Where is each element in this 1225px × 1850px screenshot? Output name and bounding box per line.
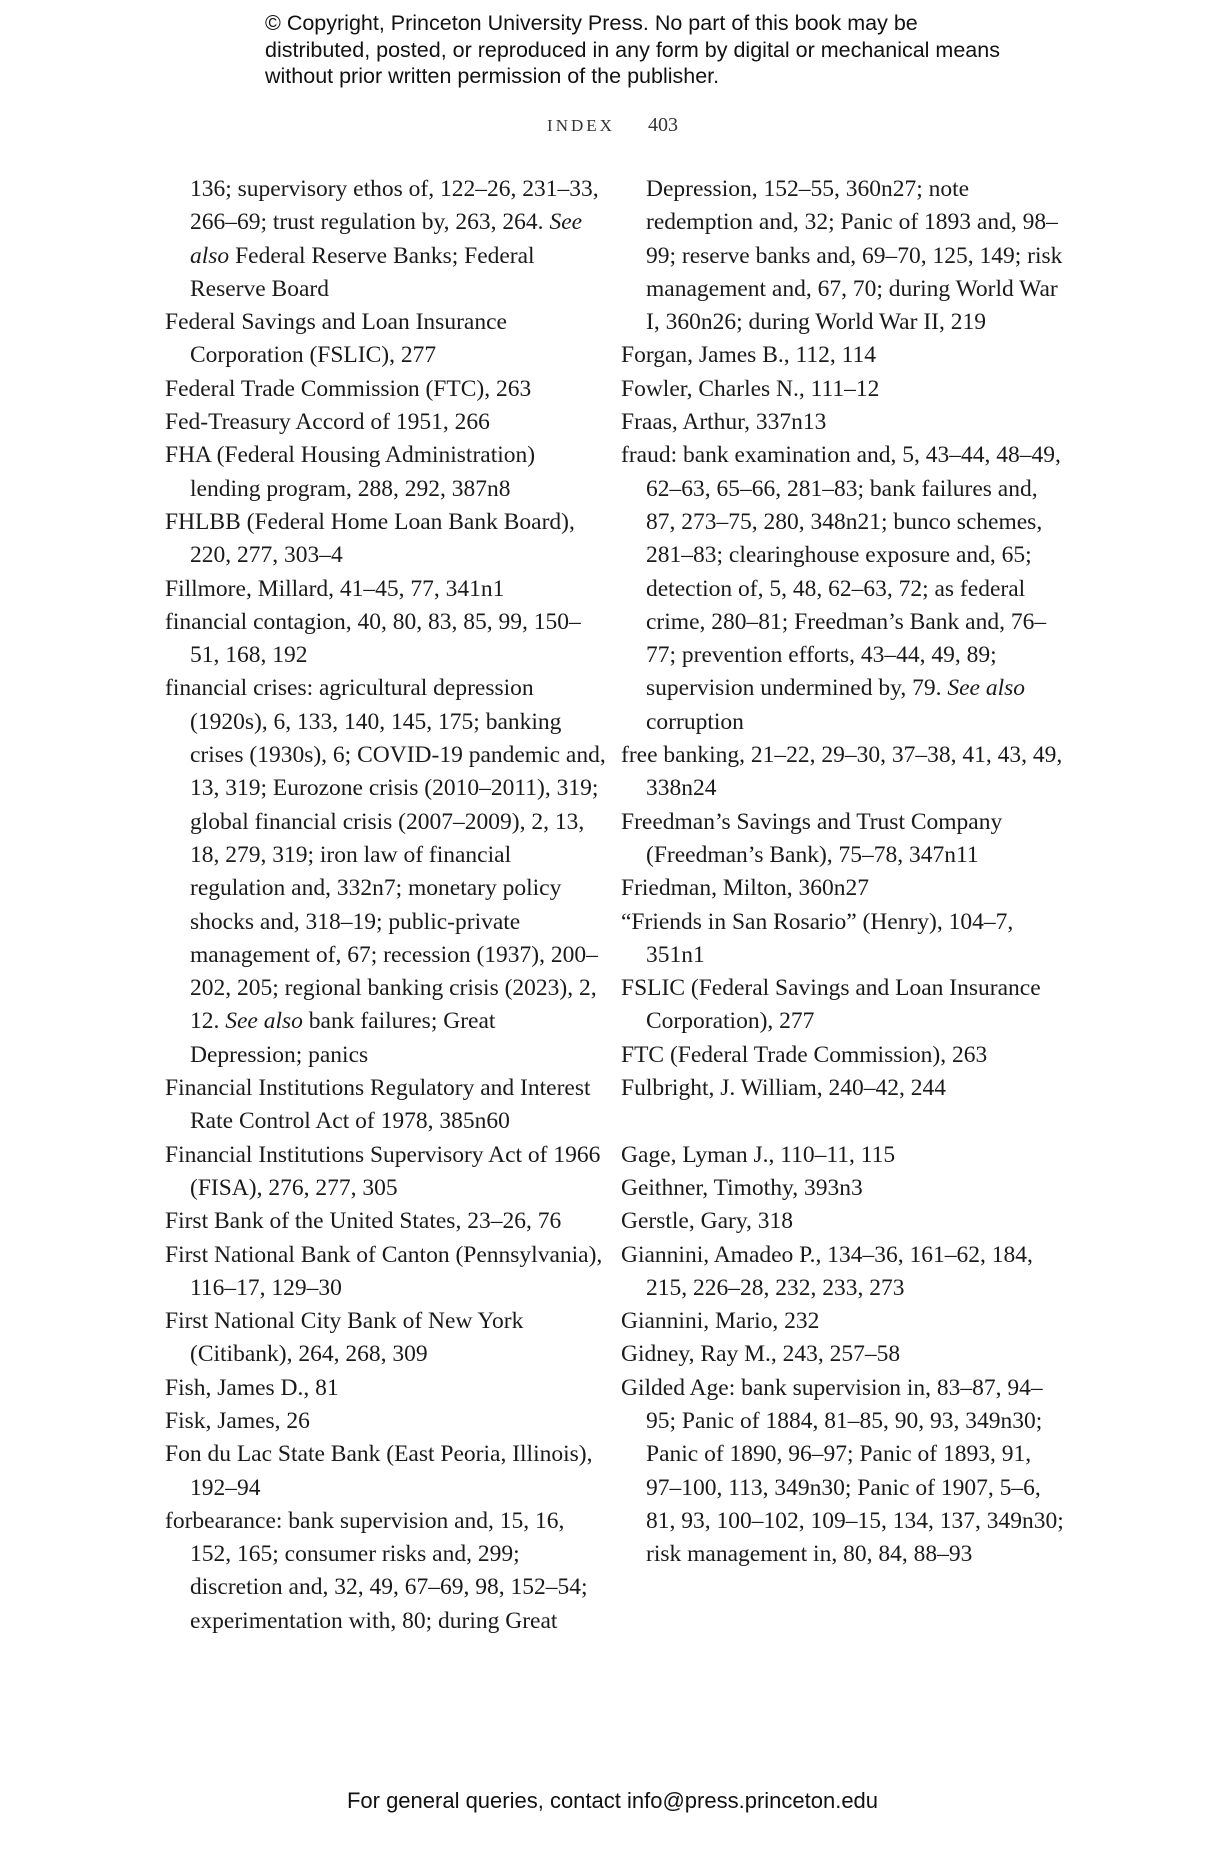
index-entry: First National Bank of Canton (Pennsylvania), 116–17, 129–30 <box>165 1241 603 1301</box>
index-entry: Gidney, Ray M., 243, 257–58 <box>621 1341 901 1368</box>
index-entry: FHLBB (Federal Home Loan Bank Board), 220, 277, 303–4 <box>165 508 575 569</box>
index-entry: Financial Institutions Supervisory Act of 1966 (FISA), 276, 277, 305 <box>165 1141 601 1201</box>
index-entry: Fon du Lac State Bank (East Peoria, Illinois), 192–94 <box>165 1441 593 1501</box>
index-entry: free banking, 21–22, 29–30, 37–38, 41, 43, 49, 338n24 <box>621 742 1063 802</box>
index-entry: Giannini, Amadeo P., 134–36, 161–62, 184, 215, 226–28, 232, 233, 273 <box>621 1241 1033 1301</box>
index-entry: fraud: bank examination and, 5, 43–44, 48–49, 62–63, 65–66, 281–83; bank failures and, 87, 273–75, 280, 348n21; bunco schemes, 281–83; clearinghouse exposure and, 65; detection of, 5, 48, 62–63, 72; as federal crime, 280–81; Freedman’s Bank and, 76–77; prevention efforts, 43–44, 49, 89; supervision undermined by, 79. See also corruption <box>621 442 1061 735</box>
footer-contact: For general queries, contact info@press.princeton.edu <box>346 1788 879 1813</box>
running-head <box>0 114 1225 137</box>
index-entry: Friedman, Milton, 360n27 <box>621 875 870 902</box>
index-entry: Federal Trade Commission (FTC), 263 <box>165 375 532 402</box>
index-entry: FTC (Federal Trade Commission), 263 <box>621 1041 988 1068</box>
index-entry: Giannini, Mario, 232 <box>621 1308 820 1335</box>
page-number: 403 <box>647 114 678 136</box>
index-entry: Fowler, Charles N., 111–12 <box>621 375 880 402</box>
index-entry: Gage, Lyman J., 110–11, 115 <box>621 1141 896 1168</box>
index-entry: FHA (Federal Housing Administration) lending program, 288, 292, 387n8 <box>165 442 536 502</box>
index-entry: Fish, James D., 81 <box>165 1374 339 1401</box>
index-entry: Fraas, Arthur, 337n13 <box>621 409 827 436</box>
index-entry: forbearance: bank supervision and, 15, 16, 152, 165; consumer risks and, 299; discretion and, 32, 49, 67–69, 98, 152–54; experimentation with, 80; during Great <box>165 1507 588 1634</box>
index-column-left <box>165 173 610 1638</box>
index-entry: Federal Savings and Loan Insurance Corporation (FSLIC), 277 <box>165 309 507 369</box>
index-entry: financial crises: agricultural depression (1920s), 6, 133, 140, 145, 175; banking crises (1930s), 6; COVID-19 pandemic and, 13, 319; Eurozone crisis (2010–2011), 319; global financial crisis (2007–2009), 2, 13, 18, 279, 319; iron law of financial regulation and, 332n7; monetary policy shocks and, 318–19; public-private management of, 67; recession (1937), 200–202, 205; regional banking crisis (2023), 2, 12. See also bank failures; Great Depression; panics <box>165 675 606 1068</box>
letter-group-separator <box>621 1105 1066 1138</box>
running-head-label: INDEX <box>547 116 615 135</box>
index-column-right <box>621 173 1066 1571</box>
index-entry: First Bank of the United States, 23–26, 76 <box>165 1208 562 1235</box>
index-entry: financial contagion, 40, 80, 83, 85, 99, 150–51, 168, 192 <box>165 608 581 669</box>
index-entry: FSLIC (Federal Savings and Loan Insurance Corporation), 277 <box>621 975 1041 1035</box>
copyright-notice: © Copyright, Princeton University Press. No part of this book may be distributed, posted, or reproduced in any form by digital or mechanical means without prior written permission of the publisher. <box>265 11 1000 88</box>
index-entry: Geithner, Timothy, 393n3 <box>621 1174 863 1201</box>
index-entry: Forgan, James B., 112, 114 <box>621 342 877 369</box>
index-entry: “Friends in San Rosario” (Henry), 104–7, 351n1 <box>621 908 1014 968</box>
index-entry: Gilded Age: bank supervision in, 83–87, 94–95; Panic of 1884, 81–85, 90, 93, 349n30; Panic of 1890, 96–97; Panic of 1893, 91, 97–100, 113, 349n30; Panic of 1907, 5–6, 81, 93, 100–102, 109–15, 134, 137, 349n30; risk management in, 80, 84, 88–93 <box>621 1374 1064 1568</box>
index-entry-continuation: Depression, 152–55, 360n27; note redemption and, 32; Panic of 1893 and, 98–99; reserve banks and, 69–70, 125, 149; risk management and, 67, 70; during World War I, 360n26; during World War II, 219 <box>646 176 1063 336</box>
index-entry: Freedman’s Savings and Trust Company (Freedman’s Bank), 75–78, 347n11 <box>621 808 1003 868</box>
index-entry: Fisk, James, 26 <box>165 1407 310 1434</box>
index-entry: First National City Bank of New York (Citibank), 264, 268, 309 <box>165 1308 524 1368</box>
index-entry: Fillmore, Millard, 41–45, 77, 341n1 <box>165 575 505 602</box>
index-entry-continuation: 136; supervisory ethos of, 122–26, 231–33, 266–69; trust regulation by, 263, 264. See also Federal Reserve Banks; Federal Reserve Board <box>190 176 599 302</box>
index-entry: Financial Institutions Regulatory and Interest Rate Control Act of 1978, 385n60 <box>165 1075 591 1135</box>
index-entry: Fulbright, J. William, 240–42, 244 <box>621 1075 947 1102</box>
index-entry: Fed-Treasury Accord of 1951, 266 <box>165 409 490 436</box>
index-entry: Gerstle, Gary, 318 <box>621 1208 794 1235</box>
